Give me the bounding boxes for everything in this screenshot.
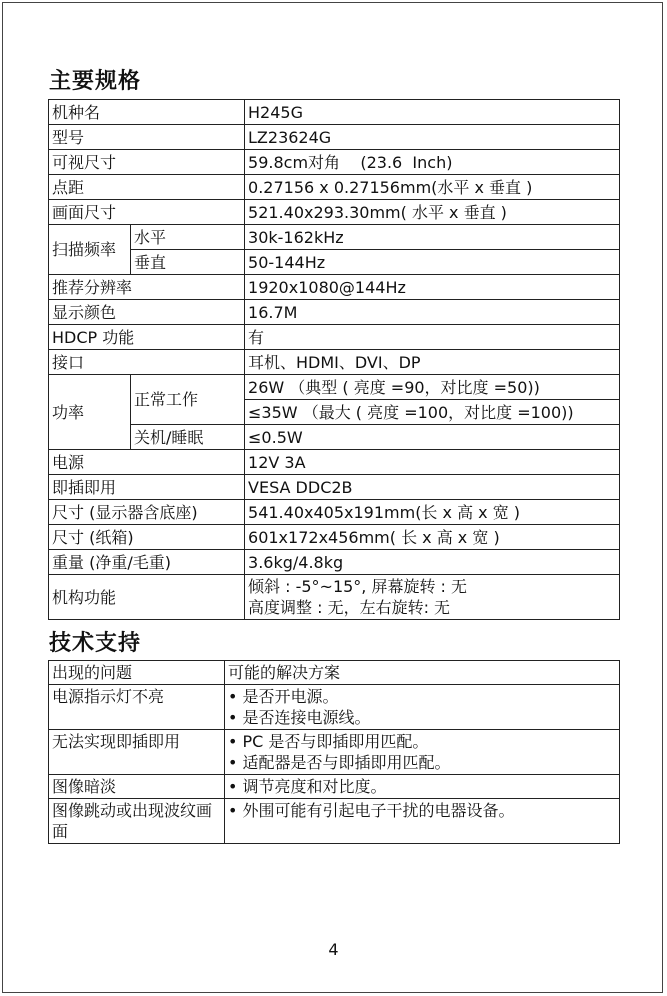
table-row [49, 475, 620, 500]
spec-value: H245G [245, 100, 620, 125]
table-row [49, 275, 620, 300]
solution-item: • 适配器是否与即插即用匹配。 [228, 753, 451, 772]
solution-item: • 调节亮度和对比度。 [228, 777, 387, 796]
mechanism-line: 高度调整 : 无，左右旋转: 无 [248, 598, 451, 617]
spec-sublabel: 水平 [131, 225, 245, 250]
spec-sublabel: 关机/睡眠 [131, 425, 245, 450]
specs-table [48, 99, 620, 620]
table-row [49, 250, 620, 275]
spec-label: 型号 [49, 125, 245, 150]
table-row [49, 575, 620, 620]
table-row [49, 799, 620, 844]
table-row [49, 175, 620, 200]
spec-value: 521.40x293.30mm( 水平 x 垂直 ) [245, 200, 620, 225]
table-row [49, 525, 620, 550]
solution-item: • PC 是否与即插即用匹配。 [228, 732, 429, 751]
table-row [49, 500, 620, 525]
spec-label: HDCP 功能 [49, 325, 245, 350]
spec-value: 26W （典型 ( 亮度 =90，对比度 =50)) [245, 375, 620, 400]
table-row [49, 100, 620, 125]
spec-value: 0.27156 x 0.27156mm(水平 x 垂直 ) [245, 175, 620, 200]
spec-label: 可视尺寸 [49, 150, 245, 175]
spec-label: 尺寸 (纸箱) [49, 525, 245, 550]
spec-label: 扫描频率 [49, 225, 131, 275]
solution-item: • 外围可能有引起电子干扰的电器设备。 [228, 801, 515, 820]
spec-label: 功率 [49, 375, 131, 450]
support-table [48, 660, 620, 844]
problem-cell: 图像跳动或出现波纹画面 [49, 799, 225, 844]
spec-value: 1920x1080@144Hz [245, 275, 620, 300]
spec-label: 显示颜色 [49, 300, 245, 325]
spec-sublabel: 垂直 [131, 250, 245, 275]
mechanism-line: 倾斜 : -5°~15°, 屏幕旋转 : 无 [248, 577, 468, 596]
spec-value: 16.7M [245, 300, 620, 325]
solution-cell [225, 730, 620, 775]
spec-label: 即插即用 [49, 475, 245, 500]
table-row [49, 375, 620, 400]
column-header-solution: 可能的解决方案 [225, 661, 620, 685]
problem-cell: 无法实现即插即用 [49, 730, 225, 775]
problem-cell: 电源指示灯不亮 [49, 685, 225, 730]
spec-value: 有 [245, 325, 620, 350]
solution-cell [225, 775, 620, 799]
table-row [49, 150, 620, 175]
table-row [49, 325, 620, 350]
spec-value: 601x172x456mm( 长 x 高 x 宽 ) [245, 525, 620, 550]
spec-value: LZ23624G [245, 125, 620, 150]
spec-value: 耳机、HDMI、DVI、DP [245, 350, 620, 375]
table-row [49, 350, 620, 375]
table-row [49, 300, 620, 325]
table-row [49, 775, 620, 799]
spec-value [245, 575, 620, 620]
spec-label: 点距 [49, 175, 245, 200]
spec-sublabel: 正常工作 [131, 375, 245, 425]
spec-value: 50-144Hz [245, 250, 620, 275]
spec-label: 重量 (净重/毛重) [49, 550, 245, 575]
page-number: 4 [328, 940, 339, 959]
table-row [49, 730, 620, 775]
spec-label: 电源 [49, 450, 245, 475]
support-heading: 技术支持 [49, 631, 142, 656]
table-header-row [49, 661, 620, 685]
solution-cell [225, 685, 620, 730]
spec-value: 3.6kg/4.8kg [245, 550, 620, 575]
table-row [49, 200, 620, 225]
table-row [49, 125, 620, 150]
spec-value: ≤35W （最大 ( 亮度 =100，对比度 =100)) [245, 400, 620, 425]
solution-item: • 是否开电源。 [228, 687, 339, 706]
spec-label: 画面尺寸 [49, 200, 245, 225]
spec-label: 机种名 [49, 100, 245, 125]
spec-value: 12V 3A [245, 450, 620, 475]
spec-value: 30k-162kHz [245, 225, 620, 250]
spec-value: 59.8cm对角 (23.6 Inch) [245, 150, 620, 175]
solution-item: • 是否连接电源线。 [228, 708, 371, 727]
problem-cell: 图像暗淡 [49, 775, 225, 799]
column-header-problem: 出现的问题 [49, 661, 225, 685]
spec-value: 541.40x405x191mm(长 x 高 x 宽 ) [245, 500, 620, 525]
specs-heading: 主要规格 [49, 69, 142, 94]
solution-cell [225, 799, 620, 844]
spec-value: ≤0.5W [245, 425, 620, 450]
spec-label: 尺寸 (显示器含底座) [49, 500, 245, 525]
spec-label: 机构功能 [49, 575, 245, 620]
table-row [49, 450, 620, 475]
table-row [49, 425, 620, 450]
spec-value: VESA DDC2B [245, 475, 620, 500]
table-row [49, 225, 620, 250]
table-row [49, 685, 620, 730]
table-row [49, 550, 620, 575]
spec-label: 推荐分辨率 [49, 275, 245, 300]
spec-label: 接口 [49, 350, 245, 375]
